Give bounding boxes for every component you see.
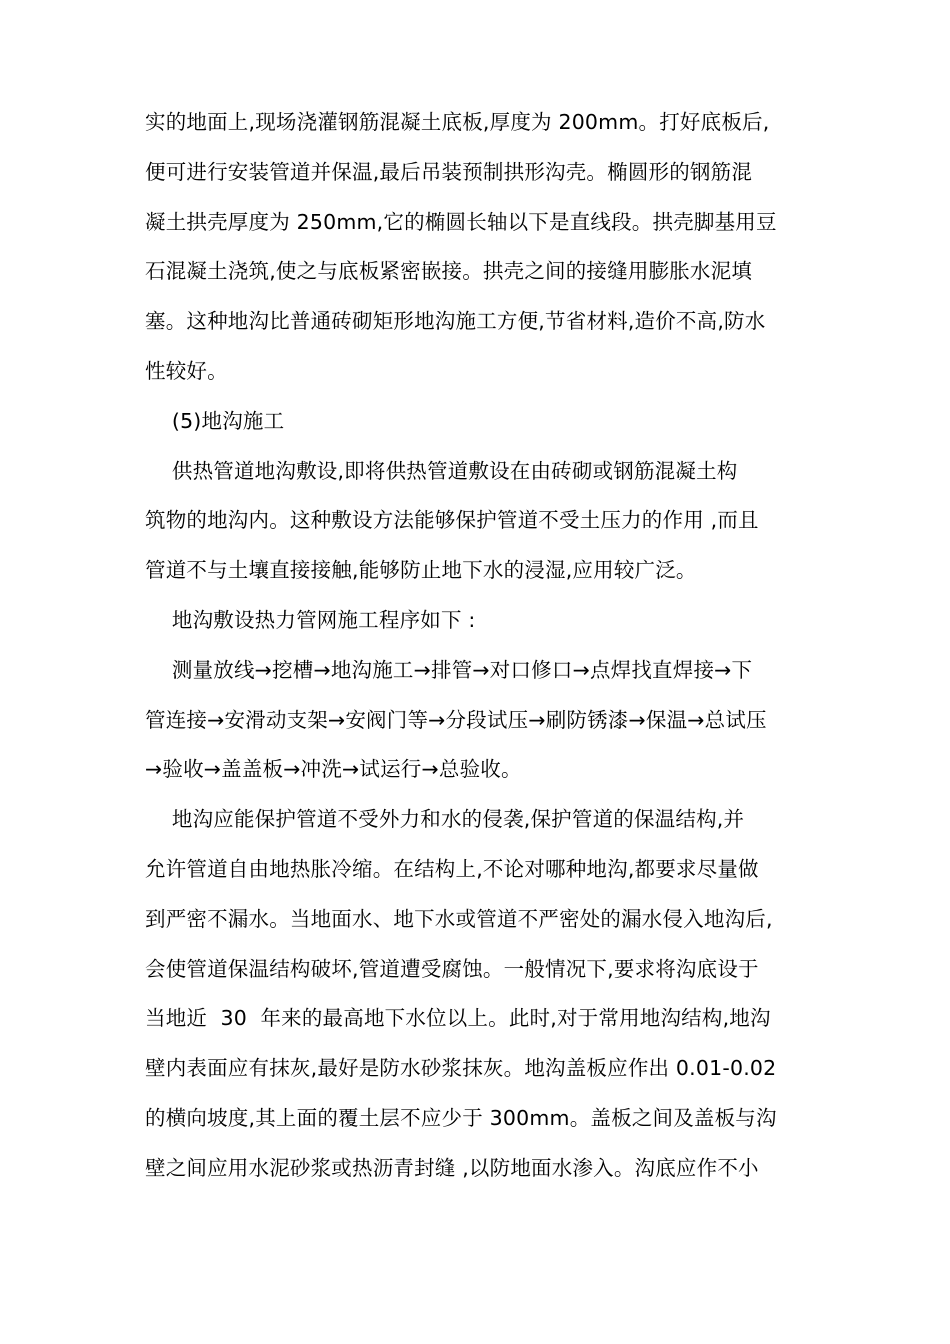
text-line: 实的地面上,现场浇灌钢筋混凝土底板,厚度为 200mm。打好底板后, (145, 110, 770, 134)
text-line: 性较好。 (145, 358, 228, 383)
text-line: 石混凝土浇筑,使之与底板紧密嵌接。拱壳之间的接缝用膨胀水泥填 (145, 259, 753, 284)
text-line: 管连接→安滑动支架→安阀门等→分段试压→刷防锈漆→保温→总试压 (145, 707, 767, 732)
text-line: 当地近 30 年来的最高地下水位以上。此时,对于常用地沟结构,地沟 (145, 1006, 771, 1031)
text-line: 到严密不漏水。当地面水、地下水或管道不严密处的漏水侵入地沟后, (145, 906, 773, 931)
text-line: 会使管道保温结构破坏,管道遭受腐蚀。一般情况下,要求将沟底设于 (145, 956, 759, 981)
text-line: 便可进行安装管道并保温,最后吊装预制拱形沟壳。椭圆形的钢筋混 (145, 159, 753, 184)
text-line: 凝土拱壳厚度为 250mm,它的椭圆长轴以下是直线段。拱壳脚基用豆 (145, 209, 777, 234)
text-line: 筑物的地沟内。这种敷设方法能够保护管道不受土压力的作用 ,而且 (145, 508, 759, 533)
text-line: 供热管道地沟敷设,即将供热管道敷设在由砖砌或钢筋混凝土构 (145, 458, 738, 483)
text-line: 壁之间应用水泥砂浆或热沥青封缝 ,以防地面水渗入。沟底应作不小 (145, 1155, 759, 1180)
text-line: 地沟应能保护管道不受外力和水的侵袭,保护管道的保温结构,并 (145, 807, 745, 832)
text-line: 允许管道自由地热胀冷缩。在结构上,不论对哪种地沟,都要求尽量做 (145, 856, 759, 881)
text-line: 地沟敷设热力管网施工程序如下 : (145, 607, 476, 632)
text-line: 管道不与土壤直接接触,能够防止地下水的浸湿,应用较广泛。 (145, 558, 697, 583)
text-line: 的横向坡度,其上面的覆土层不应少于 300mm。盖板之间及盖板与沟 (145, 1105, 777, 1130)
body-text (145, 98, 815, 1194)
text-line: 塞。这种地沟比普通砖砌矩形地沟施工方便,节省材料,造价不高,防水 (145, 309, 766, 334)
text-line: 测量放线→挖槽→地沟施工→排管→对口修口→点焊找直焊接→下 (145, 657, 753, 682)
text-line: →验收→盖盖板→冲洗→试运行→总验收。 (145, 757, 522, 782)
text-line: 壁内表面应有抹灰,最好是防水砂浆抹灰。地沟盖板应作出 0.01-0.02 (145, 1056, 777, 1081)
section-heading: (5)地沟施工 (145, 408, 285, 433)
